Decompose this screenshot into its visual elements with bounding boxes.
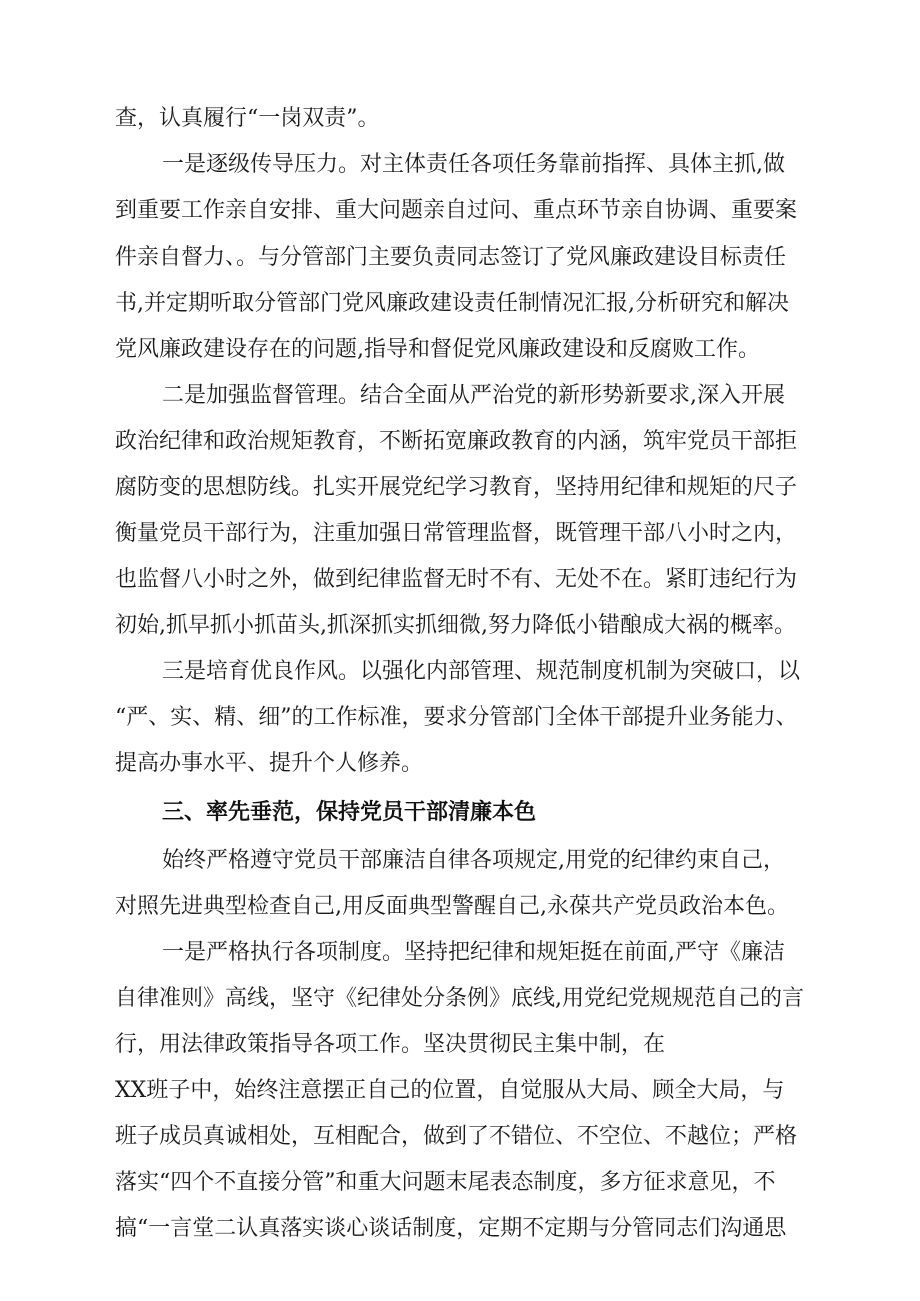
- text-line: [0, 1069, 920, 1113]
- text-line-content: 对照先进典型检查自己,用反面典型警醒自己,永葆共产党员政治本色。: [115, 894, 789, 919]
- text-line-content: 一是严格执行各项制度。坚持把纪律和规矩挺在前面,严守《廉洁: [162, 940, 785, 965]
- text-line-content: 自律准则》高线，坚守《纪律处分条例》底线,用党纪党规规范自己的言: [115, 986, 804, 1011]
- text-line: [0, 512, 920, 556]
- text-line-content: “严、实、精、细”的工作标准，要求分管部门全体干部提升业务能力、: [115, 705, 798, 730]
- text-line-content: 一是逐级传导压力。对主体责任各项任务靠前指挥、具体主抓,做: [162, 152, 785, 177]
- text-line-content: 搞“一言堂二认真落实谈心谈话制度，定期不定期与分管同志们沟通思: [115, 1216, 787, 1241]
- text-line-content: 到重要工作亲自安排、重大问题亲自过问、重点环节亲自协调、重要案: [115, 198, 798, 223]
- text-line-content: 行，用法律政策指导各项工作。坚决贯彻民主集中制，在: [115, 1032, 666, 1057]
- text-line: [0, 977, 920, 1021]
- text-line: [0, 742, 920, 786]
- text-line: [0, 650, 920, 694]
- text-line: [0, 885, 920, 929]
- text-line: [0, 97, 920, 141]
- text-line-content: 提高办事水平、提升个人修养。: [115, 751, 424, 776]
- text-line-content: 始终严格遵守党员干部廉洁自律各项规定,用党的纪律约束自己，: [162, 848, 785, 873]
- section-heading-text: 三、率先垂范，保持党员干部清廉本色: [162, 800, 537, 825]
- text-line-content: 书,并定期听取分管部门党风廉政建设责任制情况汇报,分析研究和解决: [115, 291, 789, 316]
- text-line: [0, 282, 920, 326]
- text-line-content: XX班子中，始终注意摆正自己的位置，自觉服从大局、顾全大局，与: [115, 1078, 785, 1103]
- text-line: [0, 1115, 920, 1159]
- text-line-content: 落实“四个不直接分管”和重大问题末尾表态制度，多方征求意见，不: [115, 1170, 776, 1195]
- text-line-content: 二是加强监督管理。结合全面从严治党的新形势新要求,深入开展: [162, 383, 785, 408]
- text-line-content: 班子成员真诚相处，互相配合，做到了不错位、不空位、不越位；严格: [115, 1124, 798, 1149]
- text-line: [0, 696, 920, 740]
- text-line: [0, 420, 920, 464]
- text-line-content: 查，认真履行“一岗双责”。: [115, 106, 380, 131]
- text-line: [0, 604, 920, 648]
- text-line-content: 也监督八小时之外，做到纪律监督无时不有、无处不在。紧盯违纪行为: [115, 567, 798, 592]
- text-line: [0, 1161, 920, 1205]
- text-line: [0, 143, 920, 187]
- text-line: [0, 328, 920, 372]
- section-heading: [0, 791, 920, 835]
- text-line-content: 腐防变的思想防线。扎实开展党纪学习教育，坚持用纪律和规矩的尺子: [115, 475, 798, 500]
- text-line: [0, 931, 920, 975]
- text-line-content: 初始,抓早抓小抓苗头,抓深抓实抓细微,努力降低小错酿成大祸的概率。: [115, 613, 796, 638]
- text-line: [0, 839, 920, 883]
- text-line-content: 衡量党员干部行为，注重加强日常管理监督，既管理干部八小时之内，: [115, 521, 798, 546]
- text-line-content: 件亲自督力、。与分管部门主要负责同志签订了党风廉政建设目标责任: [115, 245, 787, 270]
- text-line-content: 三是培育优良作风。以强化内部管理、规范制度机制为突破口，以: [162, 659, 801, 684]
- text-line: [0, 466, 920, 510]
- text-line-content: 政治纪律和政治规矩教育，不断拓宽廉政教育的内涵，筑牢党员干部拒: [115, 429, 798, 454]
- text-line: [0, 558, 920, 602]
- text-line: [0, 189, 920, 233]
- text-line: [0, 1023, 920, 1067]
- text-line: [0, 236, 920, 280]
- text-line: [0, 1207, 920, 1251]
- text-line: [0, 374, 920, 418]
- text-line-content: 党风廉政建设存在的问题,指导和督促党风廉政建设和反腐败工作。: [115, 337, 760, 362]
